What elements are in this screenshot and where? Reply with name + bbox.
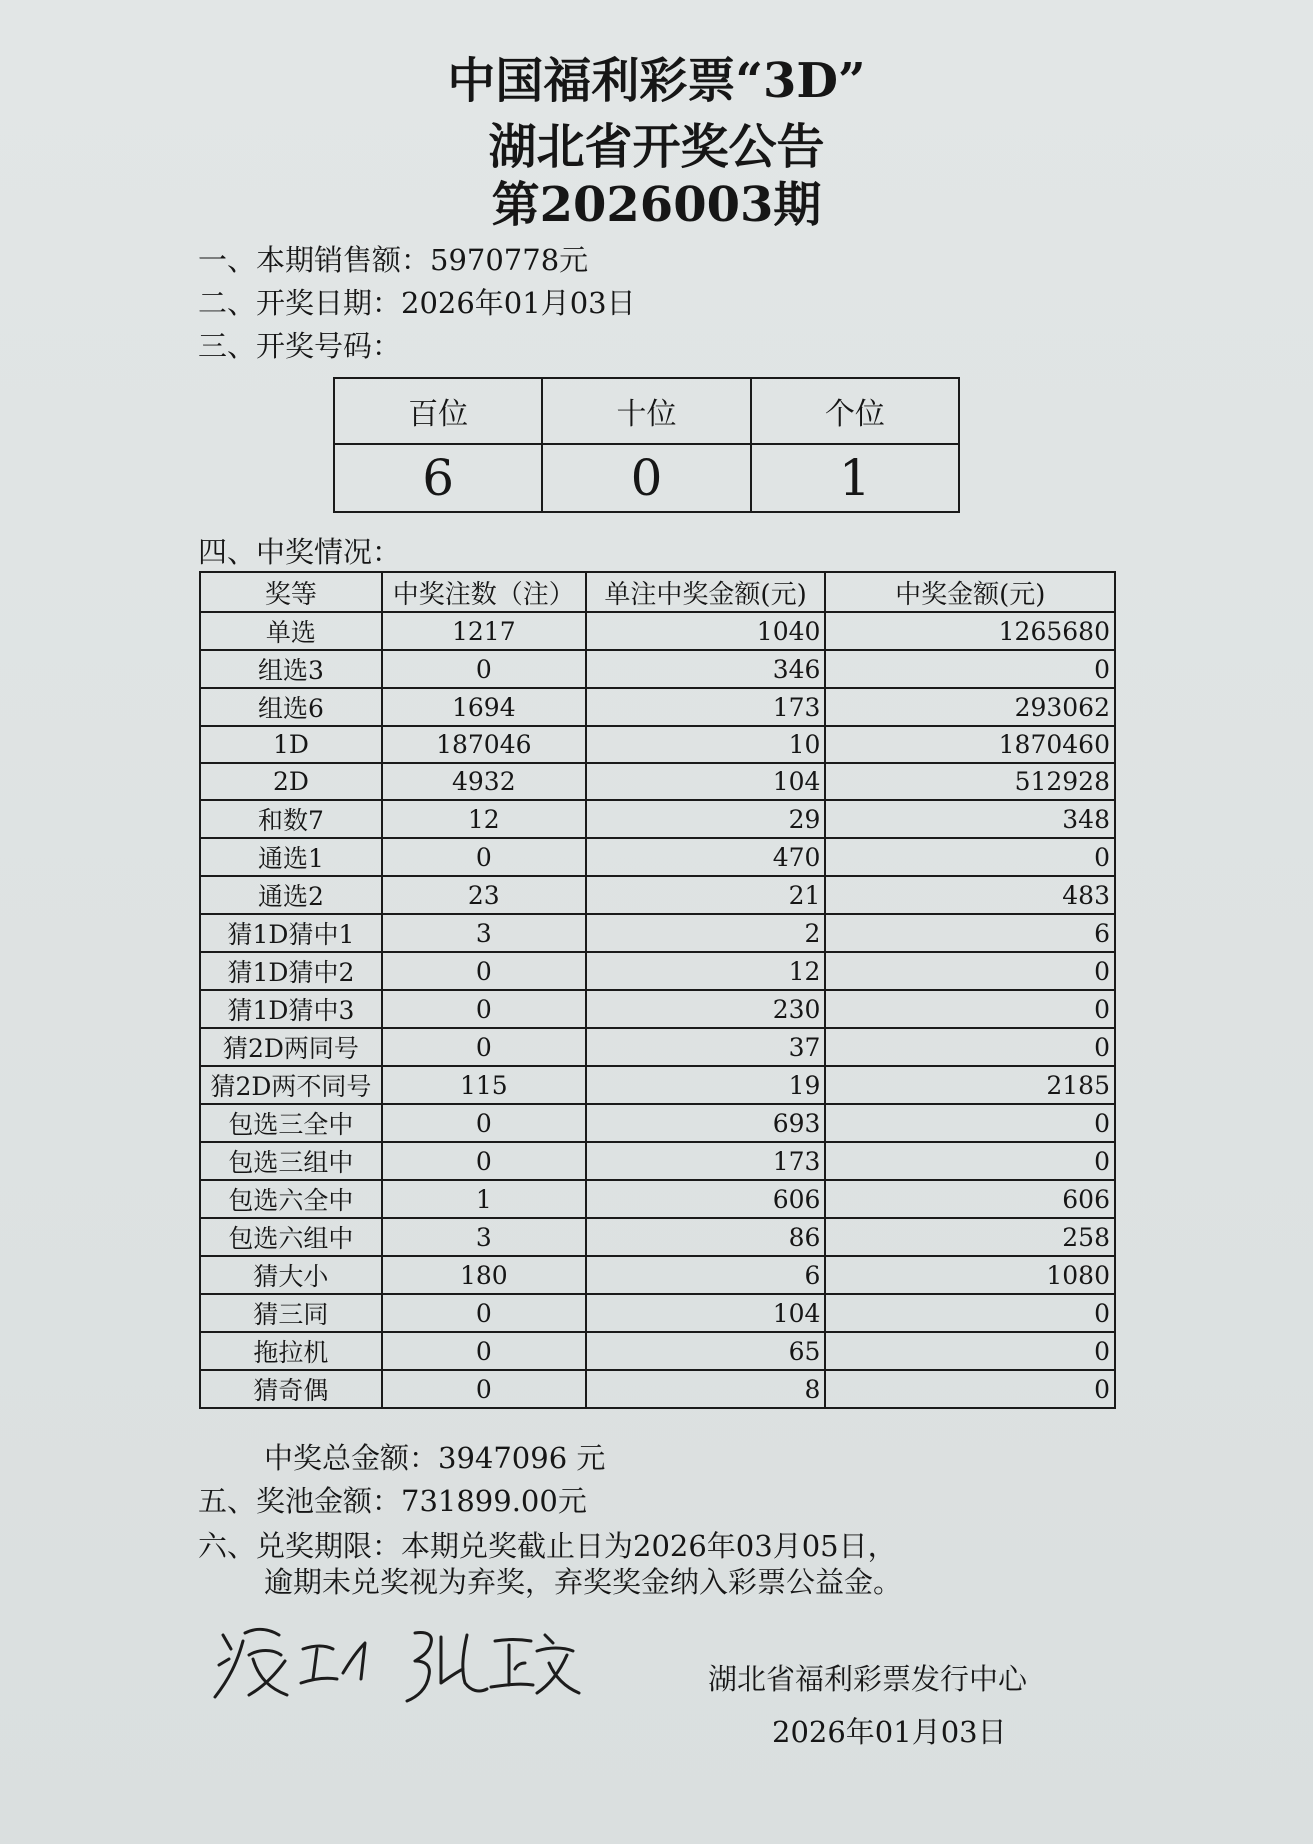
prize-total-amount-cell: 0: [825, 1028, 1115, 1066]
prize-row: [200, 1180, 1115, 1218]
units-digit: 1: [751, 444, 959, 512]
prize-count-cell: 0: [382, 1028, 586, 1066]
prize-count-cell: 0: [382, 650, 586, 688]
prize-count-cell: 0: [382, 952, 586, 990]
prize-unit-amount-cell: 1040: [586, 612, 826, 650]
prize-total-amount-cell: 0: [825, 838, 1115, 876]
prize-unit-amount-cell: 693: [586, 1104, 826, 1142]
prize-total-amount-cell: 6: [825, 914, 1115, 952]
prize-level-cell: 猜三同: [200, 1294, 382, 1332]
tens-digit: 0: [542, 444, 750, 512]
prize-total-amount-cell: 0: [825, 1104, 1115, 1142]
prize-level-cell: 通选2: [200, 876, 382, 914]
prize-unit-amount-cell: 470: [586, 838, 826, 876]
signatures-text: 凌云 张正文: [205, 1605, 211, 1606]
prize-row: [200, 914, 1115, 952]
prize-level-cell: 猜1D猜中3: [200, 990, 382, 1028]
prize-total-amount-cell: 0: [825, 650, 1115, 688]
prize-level-cell: 猜2D两同号: [200, 1028, 382, 1066]
sales-amount: 一、本期销售额：5970778元: [198, 243, 589, 277]
prize-row: [200, 612, 1115, 650]
prize-count-cell: 115: [382, 1066, 586, 1104]
prize-level-cell: 1D: [200, 726, 382, 763]
prize-level-cell: 2D: [200, 763, 382, 800]
prize-level-cell: 组选3: [200, 650, 382, 688]
prize-unit-amount-cell: 230: [586, 990, 826, 1028]
prize-row: [200, 688, 1115, 726]
title-line-2: 湖北省开奖公告: [488, 119, 825, 175]
prize-level-cell: 猜2D两不同号: [200, 1066, 382, 1104]
prize-total-amount-cell: 0: [825, 1332, 1115, 1370]
prize-total-amount-cell: 0: [825, 1370, 1115, 1408]
prize-level-cell: 猜奇偶: [200, 1370, 382, 1408]
draw-date: 二、开奖日期：2026年01月03日: [198, 286, 636, 320]
prize-unit-amount-cell: 104: [586, 1294, 826, 1332]
prize-count-cell: 23: [382, 876, 586, 914]
prize-unit-amount-cell: 104: [586, 763, 826, 800]
prize-total-amount-cell: 606: [825, 1180, 1115, 1218]
prize-count-cell: 0: [382, 990, 586, 1028]
prize-level-cell: 包选六组中: [200, 1218, 382, 1256]
hundreds-digit: 6: [334, 444, 542, 512]
prize-unit-amount-cell: 2: [586, 914, 826, 952]
prize-row: [200, 838, 1115, 876]
claim-deadline-note: 逾期未兑奖视为弃奖，弃奖奖金纳入彩票公益金。: [264, 1565, 903, 1599]
prize-table: [199, 571, 1116, 1409]
prize-row: [200, 1256, 1115, 1294]
prize-count-cell: 1694: [382, 688, 586, 726]
prize-unit-amount-cell: 12: [586, 952, 826, 990]
prize-row: [200, 800, 1115, 838]
prize-count-cell: 0: [382, 1370, 586, 1408]
units-header: 个位: [751, 378, 959, 444]
prize-total-amount-cell: 0: [825, 952, 1115, 990]
prize-row: [200, 650, 1115, 688]
prize-unit-amount-cell: 346: [586, 650, 826, 688]
prize-unit-amount-cell: 86: [586, 1218, 826, 1256]
prize-row: [200, 726, 1115, 763]
prize-table-header: [200, 572, 1115, 612]
prize-unit-amount-cell: 606: [586, 1180, 826, 1218]
handwritten-signatures: [205, 1605, 585, 1705]
prize-total-amount-cell: 1080: [825, 1256, 1115, 1294]
prize-count-cell: 0: [382, 1142, 586, 1180]
header-unit-amount: 单注中奖金额(元): [586, 572, 826, 612]
header-count: 中奖注数（注）: [382, 572, 586, 612]
title-line-1: 中国福利彩票“3D”: [447, 53, 866, 109]
hundreds-header: 百位: [334, 378, 542, 444]
prize-level-cell: 包选三全中: [200, 1104, 382, 1142]
prize-unit-amount-cell: 29: [586, 800, 826, 838]
prize-unit-amount-cell: 21: [586, 876, 826, 914]
prize-count-cell: 0: [382, 1104, 586, 1142]
header-level: 奖等: [200, 572, 382, 612]
prize-count-cell: 3: [382, 1218, 586, 1256]
prize-row: [200, 1066, 1115, 1104]
issue-number-title: 第2026003期: [491, 177, 822, 233]
total-prize-amount: 中奖总金额：3947096 元: [264, 1441, 606, 1475]
prize-total-amount-cell: 2185: [825, 1066, 1115, 1104]
prize-level-cell: 拖拉机: [200, 1332, 382, 1370]
prize-total-amount-cell: 0: [825, 990, 1115, 1028]
prize-unit-amount-cell: 10: [586, 726, 826, 763]
prize-row: [200, 1218, 1115, 1256]
prize-total-amount-cell: 293062: [825, 688, 1115, 726]
prize-count-cell: 187046: [382, 726, 586, 763]
claim-deadline: 六、兑奖期限：本期兑奖截止日为2026年03月05日，: [198, 1529, 897, 1563]
issuer-name: 湖北省福利彩票发行中心: [708, 1662, 1028, 1696]
tens-header: 十位: [542, 378, 750, 444]
prize-unit-amount-cell: 65: [586, 1332, 826, 1370]
prize-count-cell: 3: [382, 914, 586, 952]
prize-level-cell: 猜大小: [200, 1256, 382, 1294]
prize-total-amount-cell: 512928: [825, 763, 1115, 800]
prize-row: [200, 1104, 1115, 1142]
prize-unit-amount-cell: 19: [586, 1066, 826, 1104]
prize-unit-amount-cell: 173: [586, 1142, 826, 1180]
prize-level-cell: 单选: [200, 612, 382, 650]
prize-count-cell: 0: [382, 1294, 586, 1332]
prize-unit-amount-cell: 37: [586, 1028, 826, 1066]
prize-row: [200, 952, 1115, 990]
winning-numbers-table: [333, 377, 960, 513]
winning-numbers-label: 三、开奖号码：: [198, 329, 402, 363]
prize-unit-amount-cell: 173: [586, 688, 826, 726]
prize-unit-amount-cell: 8: [586, 1370, 826, 1408]
prize-status-label: 四、中奖情况：: [198, 535, 402, 569]
prize-pool-amount: 五、奖池金额：731899.00元: [198, 1484, 587, 1518]
prize-level-cell: 猜1D猜中1: [200, 914, 382, 952]
prize-row: [200, 1028, 1115, 1066]
prize-count-cell: 4932: [382, 763, 586, 800]
prize-count-cell: 1: [382, 1180, 586, 1218]
issue-date: 2026年01月03日: [772, 1715, 1007, 1749]
prize-row: [200, 990, 1115, 1028]
prize-total-amount-cell: 0: [825, 1142, 1115, 1180]
prize-level-cell: 通选1: [200, 838, 382, 876]
prize-total-amount-cell: 0: [825, 1294, 1115, 1332]
prize-count-cell: 12: [382, 800, 586, 838]
prize-row: [200, 876, 1115, 914]
prize-unit-amount-cell: 6: [586, 1256, 826, 1294]
prize-count-cell: 0: [382, 1332, 586, 1370]
prize-row: [200, 1332, 1115, 1370]
prize-row: [200, 1294, 1115, 1332]
prize-total-amount-cell: 348: [825, 800, 1115, 838]
prize-total-amount-cell: 258: [825, 1218, 1115, 1256]
prize-total-amount-cell: 1265680: [825, 612, 1115, 650]
prize-count-cell: 0: [382, 838, 586, 876]
prize-level-cell: 猜1D猜中2: [200, 952, 382, 990]
prize-count-cell: 1217: [382, 612, 586, 650]
prize-level-cell: 包选三组中: [200, 1142, 382, 1180]
prize-level-cell: 组选6: [200, 688, 382, 726]
prize-row: [200, 1142, 1115, 1180]
prize-count-cell: 180: [382, 1256, 586, 1294]
prize-total-amount-cell: 1870460: [825, 726, 1115, 763]
prize-row: [200, 763, 1115, 800]
prize-level-cell: 和数7: [200, 800, 382, 838]
prize-level-cell: 包选六全中: [200, 1180, 382, 1218]
prize-total-amount-cell: 483: [825, 876, 1115, 914]
prize-row: [200, 1370, 1115, 1408]
header-total-amount: 中奖金额(元): [825, 572, 1115, 612]
